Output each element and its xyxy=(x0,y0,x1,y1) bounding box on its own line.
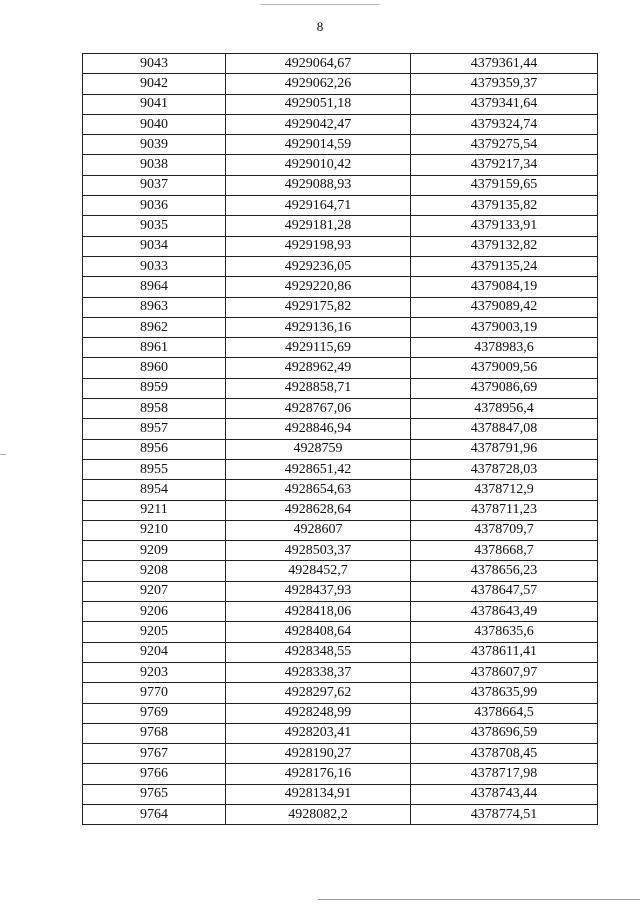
x-coordinate-cell: 4929014,59 xyxy=(226,135,411,155)
y-coordinate-cell: 4378712,9 xyxy=(411,480,598,500)
x-coordinate-cell: 4929115,69 xyxy=(226,338,411,358)
x-coordinate-cell: 4929164,71 xyxy=(226,196,411,216)
y-coordinate-cell: 4379159,65 xyxy=(411,175,598,195)
x-coordinate-cell: 4928452,7 xyxy=(226,561,411,581)
y-coordinate-cell: 4379217,34 xyxy=(411,155,598,175)
point-number-cell: 9035 xyxy=(83,216,226,236)
table-row xyxy=(83,155,598,175)
x-coordinate-cell: 4928348,55 xyxy=(226,642,411,662)
y-coordinate-cell: 4378635,6 xyxy=(411,622,598,642)
table-row xyxy=(83,642,598,662)
coordinates-table xyxy=(82,53,598,825)
table-row xyxy=(83,804,598,824)
table-row xyxy=(83,439,598,459)
point-number-cell: 9766 xyxy=(83,764,226,784)
table-row xyxy=(83,480,598,500)
x-coordinate-cell: 4928297,62 xyxy=(226,683,411,703)
x-coordinate-cell: 4928759 xyxy=(226,439,411,459)
table-row xyxy=(83,196,598,216)
x-coordinate-cell: 4928858,71 xyxy=(226,378,411,398)
y-coordinate-cell: 4379132,82 xyxy=(411,236,598,256)
y-coordinate-cell: 4379084,19 xyxy=(411,277,598,297)
x-coordinate-cell: 4928338,37 xyxy=(226,662,411,682)
y-coordinate-cell: 4378728,03 xyxy=(411,459,598,479)
point-number-cell: 9039 xyxy=(83,135,226,155)
x-coordinate-cell: 4928176,16 xyxy=(226,764,411,784)
x-coordinate-cell: 4928248,99 xyxy=(226,703,411,723)
point-number-cell: 9033 xyxy=(83,256,226,276)
table-row xyxy=(83,520,598,540)
x-coordinate-cell: 4928767,06 xyxy=(226,399,411,419)
table-row xyxy=(83,216,598,236)
y-coordinate-cell: 4378696,59 xyxy=(411,723,598,743)
y-coordinate-cell: 4378607,97 xyxy=(411,662,598,682)
table-row xyxy=(83,74,598,94)
table-row xyxy=(83,317,598,337)
table-row xyxy=(83,378,598,398)
table-row xyxy=(83,561,598,581)
table-row xyxy=(83,297,598,317)
y-coordinate-cell: 4379009,56 xyxy=(411,358,598,378)
x-coordinate-cell: 4929198,93 xyxy=(226,236,411,256)
point-number-cell: 8959 xyxy=(83,378,226,398)
x-coordinate-cell: 4928418,06 xyxy=(226,602,411,622)
scan-margin-mark xyxy=(0,454,6,455)
table-row xyxy=(83,703,598,723)
x-coordinate-cell: 4929136,16 xyxy=(226,317,411,337)
point-number-cell: 8954 xyxy=(83,480,226,500)
table-row xyxy=(83,114,598,134)
y-coordinate-cell: 4378983,6 xyxy=(411,338,598,358)
point-number-cell: 9207 xyxy=(83,581,226,601)
point-number-cell: 9208 xyxy=(83,561,226,581)
x-coordinate-cell: 4929042,47 xyxy=(226,114,411,134)
point-number-cell: 9204 xyxy=(83,642,226,662)
x-coordinate-cell: 4928654,63 xyxy=(226,480,411,500)
table-row xyxy=(83,622,598,642)
point-number-cell: 9210 xyxy=(83,520,226,540)
point-number-cell: 9042 xyxy=(83,74,226,94)
table-row xyxy=(83,358,598,378)
y-coordinate-cell: 4379359,37 xyxy=(411,74,598,94)
point-number-cell: 9043 xyxy=(83,54,226,74)
point-number-cell: 8962 xyxy=(83,317,226,337)
table-row xyxy=(83,256,598,276)
table-row xyxy=(83,419,598,439)
point-number-cell: 8957 xyxy=(83,419,226,439)
y-coordinate-cell: 4379361,44 xyxy=(411,54,598,74)
point-number-cell: 8956 xyxy=(83,439,226,459)
y-coordinate-cell: 4378668,7 xyxy=(411,541,598,561)
table-row xyxy=(83,541,598,561)
table-row xyxy=(83,723,598,743)
x-coordinate-cell: 4929236,05 xyxy=(226,256,411,276)
x-coordinate-cell: 4928134,91 xyxy=(226,784,411,804)
x-coordinate-cell: 4928503,37 xyxy=(226,541,411,561)
table-row xyxy=(83,135,598,155)
x-coordinate-cell: 4929088,93 xyxy=(226,175,411,195)
y-coordinate-cell: 4378708,45 xyxy=(411,744,598,764)
point-number-cell: 8955 xyxy=(83,459,226,479)
x-coordinate-cell: 4928651,42 xyxy=(226,459,411,479)
y-coordinate-cell: 4379341,64 xyxy=(411,94,598,114)
point-number-cell: 9041 xyxy=(83,94,226,114)
y-coordinate-cell: 4378635,99 xyxy=(411,683,598,703)
point-number-cell: 9209 xyxy=(83,541,226,561)
y-coordinate-cell: 4378664,5 xyxy=(411,703,598,723)
point-number-cell: 9205 xyxy=(83,622,226,642)
table-row xyxy=(83,277,598,297)
y-coordinate-cell: 4378711,23 xyxy=(411,500,598,520)
x-coordinate-cell: 4929175,82 xyxy=(226,297,411,317)
point-number-cell: 9767 xyxy=(83,744,226,764)
y-coordinate-cell: 4378847,08 xyxy=(411,419,598,439)
y-coordinate-cell: 4378611,41 xyxy=(411,642,598,662)
x-coordinate-cell: 4929181,28 xyxy=(226,216,411,236)
point-number-cell: 9206 xyxy=(83,602,226,622)
point-number-cell: 9770 xyxy=(83,683,226,703)
x-coordinate-cell: 4929062,26 xyxy=(226,74,411,94)
table-row xyxy=(83,764,598,784)
y-coordinate-cell: 4378791,96 xyxy=(411,439,598,459)
y-coordinate-cell: 4379133,91 xyxy=(411,216,598,236)
y-coordinate-cell: 4379275,54 xyxy=(411,135,598,155)
scan-edge-line-top xyxy=(260,4,380,5)
y-coordinate-cell: 4379003,19 xyxy=(411,317,598,337)
y-coordinate-cell: 4378743,44 xyxy=(411,784,598,804)
x-coordinate-cell: 4929220,86 xyxy=(226,277,411,297)
point-number-cell: 9034 xyxy=(83,236,226,256)
point-number-cell: 8963 xyxy=(83,297,226,317)
point-number-cell: 9769 xyxy=(83,703,226,723)
x-coordinate-cell: 4928607 xyxy=(226,520,411,540)
table-row xyxy=(83,602,598,622)
x-coordinate-cell: 4928846,94 xyxy=(226,419,411,439)
table-row xyxy=(83,399,598,419)
point-number-cell: 9040 xyxy=(83,114,226,134)
y-coordinate-cell: 4379135,82 xyxy=(411,196,598,216)
x-coordinate-cell: 4928190,27 xyxy=(226,744,411,764)
x-coordinate-cell: 4929010,42 xyxy=(226,155,411,175)
point-number-cell: 9036 xyxy=(83,196,226,216)
point-number-cell: 9037 xyxy=(83,175,226,195)
y-coordinate-cell: 4378956,4 xyxy=(411,399,598,419)
point-number-cell: 9203 xyxy=(83,662,226,682)
x-coordinate-cell: 4928082,2 xyxy=(226,804,411,824)
y-coordinate-cell: 4379324,74 xyxy=(411,114,598,134)
x-coordinate-cell: 4928628,64 xyxy=(226,500,411,520)
table-row xyxy=(83,744,598,764)
y-coordinate-cell: 4378717,98 xyxy=(411,764,598,784)
y-coordinate-cell: 4378774,51 xyxy=(411,804,598,824)
table-row xyxy=(83,236,598,256)
y-coordinate-cell: 4378647,57 xyxy=(411,581,598,601)
scan-edge-line-bottom xyxy=(318,899,640,900)
x-coordinate-cell: 4928962,49 xyxy=(226,358,411,378)
x-coordinate-cell: 4929064,67 xyxy=(226,54,411,74)
x-coordinate-cell: 4929051,18 xyxy=(226,94,411,114)
point-number-cell: 8960 xyxy=(83,358,226,378)
y-coordinate-cell: 4378709,7 xyxy=(411,520,598,540)
point-number-cell: 8958 xyxy=(83,399,226,419)
table-row xyxy=(83,338,598,358)
point-number-cell: 9765 xyxy=(83,784,226,804)
table-row xyxy=(83,784,598,804)
point-number-cell: 9038 xyxy=(83,155,226,175)
point-number-cell: 9768 xyxy=(83,723,226,743)
x-coordinate-cell: 4928408,64 xyxy=(226,622,411,642)
table-row xyxy=(83,581,598,601)
table-row xyxy=(83,662,598,682)
x-coordinate-cell: 4928203,41 xyxy=(226,723,411,743)
table-row xyxy=(83,500,598,520)
y-coordinate-cell: 4379086,69 xyxy=(411,378,598,398)
point-number-cell: 9764 xyxy=(83,804,226,824)
y-coordinate-cell: 4379135,24 xyxy=(411,256,598,276)
table-row xyxy=(83,175,598,195)
point-number-cell: 8964 xyxy=(83,277,226,297)
x-coordinate-cell: 4928437,93 xyxy=(226,581,411,601)
page-number: 8 xyxy=(316,19,324,34)
table-row xyxy=(83,54,598,74)
table-row xyxy=(83,94,598,114)
table-row xyxy=(83,459,598,479)
coordinates-table-body xyxy=(83,54,598,825)
point-number-cell: 9211 xyxy=(83,500,226,520)
y-coordinate-cell: 4378643,49 xyxy=(411,602,598,622)
y-coordinate-cell: 4379089,42 xyxy=(411,297,598,317)
y-coordinate-cell: 4378656,23 xyxy=(411,561,598,581)
table-row xyxy=(83,683,598,703)
point-number-cell: 8961 xyxy=(83,338,226,358)
